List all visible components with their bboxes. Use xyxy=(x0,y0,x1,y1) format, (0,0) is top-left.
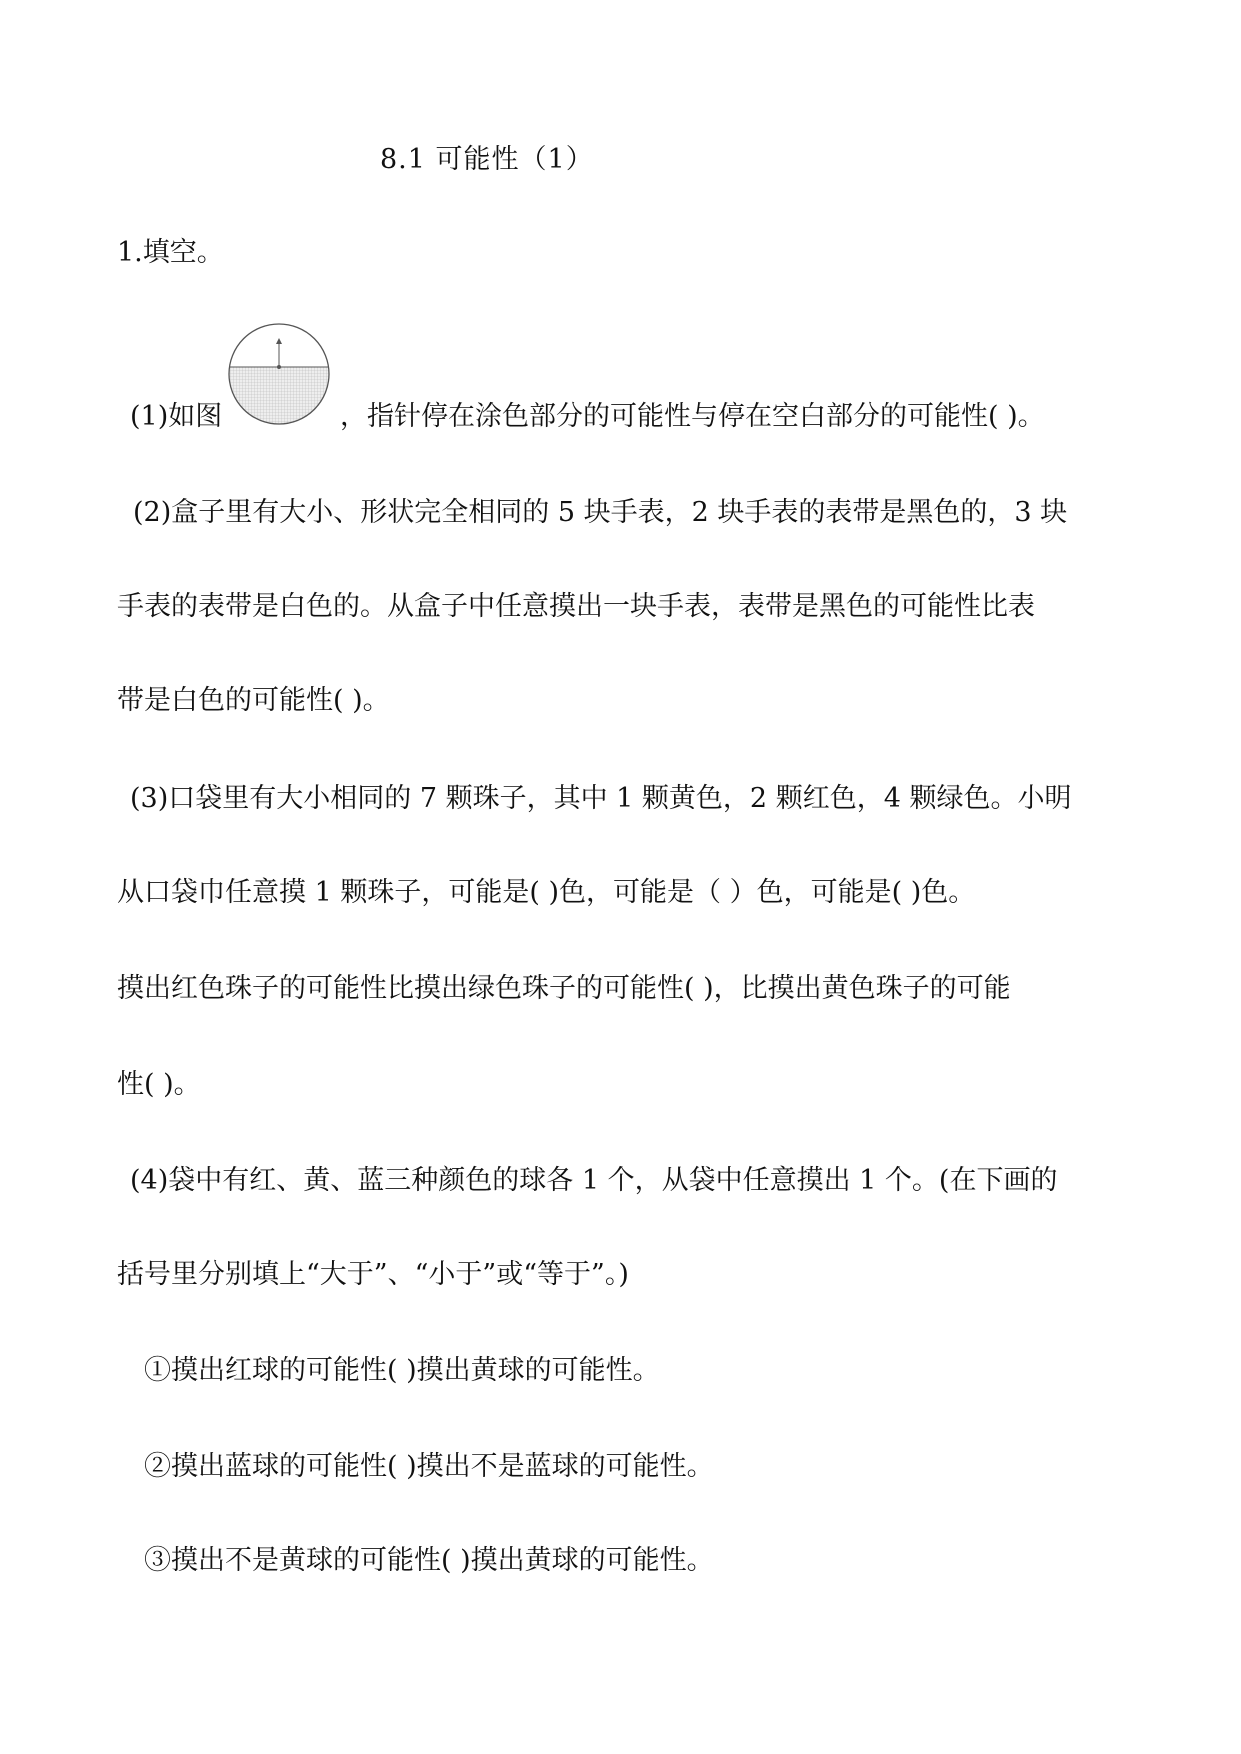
pointer-arrowhead xyxy=(276,338,282,344)
q3-line-1: (3)口袋里有大小相同的 7 颗珠子，其中 1 颗黄色，2 颗红色，4 颗绿色。小明 xyxy=(130,783,1072,814)
q4-item-2: ②摸出蓝球的可能性( )摸出不是蓝球的可能性。 xyxy=(144,1451,714,1482)
q4-line-1: (4)袋中有红、黄、蓝三种颜色的球各 1 个，从袋中任意摸出 1 个。(在下画的 xyxy=(130,1165,1058,1196)
q2-line-3: 带是白色的可能性( )。 xyxy=(117,685,390,716)
q3-line-2: 从口袋巾任意摸 1 颗珠子，可能是( )色，可能是（ ）色，可能是( )色。 xyxy=(117,877,976,908)
q3-line-4: 性( )。 xyxy=(117,1069,201,1100)
q4-line-2: 括号里分别填上“大于”、“小于”或“等于”。) xyxy=(117,1259,629,1290)
q4-item-1: ①摸出红球的可能性( )摸出黄球的可能性。 xyxy=(144,1355,660,1386)
section-heading: 1.填空。 xyxy=(117,237,224,268)
spinner-figure xyxy=(227,322,331,426)
q2-line-1: (2)盒子里有大小、形状完全相同的 5 块手表，2 块手表的表带是黑色的，3 块 xyxy=(133,497,1068,528)
q1-text-before: (1)如图 xyxy=(130,401,223,432)
q4-item-3: ③摸出不是黄球的可能性( )摸出黄球的可能性。 xyxy=(144,1545,714,1576)
q2-line-2: 手表的表带是白色的。从盒子中任意摸出一块手表，表带是黑色的可能性比表 xyxy=(117,591,1035,622)
q1-text-after: ，指针停在涂色部分的可能性与停在空白部分的可能性( )。 xyxy=(340,401,1045,432)
page-title: 8.1 可能性（1） xyxy=(380,144,594,175)
q3-line-3: 摸出红色珠子的可能性比摸出绿色珠子的可能性( )，比摸出黄色珠子的可能 xyxy=(117,973,1011,1004)
pointer-pivot xyxy=(277,365,281,369)
